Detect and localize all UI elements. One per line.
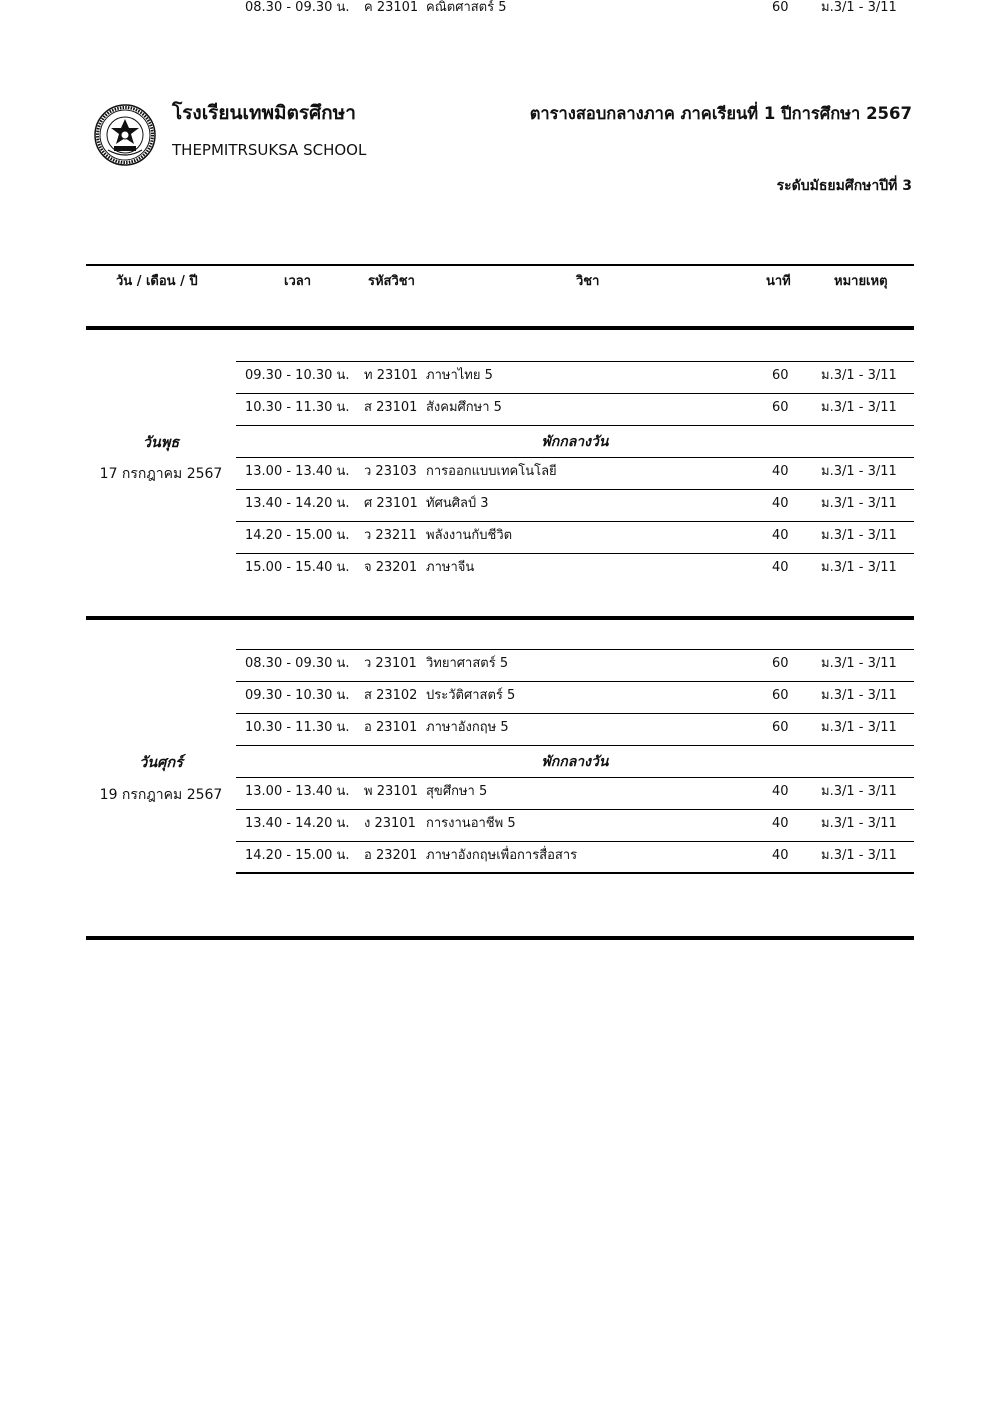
subject-code: ว 23101 [364,656,417,671]
exam-minutes: 40 [772,816,789,831]
school-name-english: THEPMITRSUKSA SCHOOL [172,141,367,159]
row-rule [236,809,914,810]
subject-name: สุขศึกษา 5 [426,784,488,799]
column-header-date: วัน / เดือน / ปี [116,274,198,289]
row-rule [236,489,914,490]
school-name-thai: โรงเรียนเทพมิตรศึกษา [172,102,356,124]
column-header-minutes: นาที [766,274,791,289]
row-rule [236,681,914,682]
day-weekday: วันศุกร์ [139,755,183,771]
exam-remark: ม.3/1 - 3/11 [821,0,897,15]
subject-name: คณิตศาสตร์ 5 [426,0,507,15]
day-weekday: วันพุธ [142,435,180,451]
subject-code: ศ 23101 [364,496,418,511]
row-rule [236,457,914,458]
exam-remark: ม.3/1 - 3/11 [821,656,897,671]
row-rule [236,649,914,650]
subject-name: พลังงานกับชีวิต [426,528,513,543]
subject-name: ประวัติศาสตร์ 5 [426,688,516,703]
subject-code: ส 23102 [364,688,418,703]
subject-code: จ 23201 [364,560,418,575]
exam-remark: ม.3/1 - 3/11 [821,560,897,575]
exam-remark: ม.3/1 - 3/11 [821,496,897,511]
column-header-subject: วิชา [576,274,600,289]
row-rule [236,425,914,426]
table-top-rule [86,264,914,266]
column-header-remark: หมายเหตุ [834,274,888,289]
row-rule [236,841,914,842]
subject-code: พ 23101 [364,784,419,799]
section-divider-2 [86,616,914,620]
table-bottom-rule [86,936,914,940]
exam-time: 09.30 - 10.30 น. [245,368,350,383]
exam-time: 13.00 - 13.40 น. [245,464,350,479]
exam-minutes: 60 [772,656,789,671]
exam-remark: ม.3/1 - 3/11 [821,464,897,479]
exam-time: 13.00 - 13.40 น. [245,784,350,799]
subject-code: ว 23211 [364,528,417,543]
day-date: 19 กรกฎาคม 2567 [99,787,223,803]
subject-name: สังคมศึกษา 5 [426,400,502,415]
exam-minutes: 60 [772,400,789,415]
column-header-code: รหัสวิชา [368,274,415,289]
exam-minutes: 60 [772,720,789,735]
row-rule [236,777,914,778]
exam-minutes: 40 [772,784,789,799]
document-title: ตารางสอบกลางภาค ภาคเรียนที่ 1 ปีการศึกษา 2567 [529,104,912,123]
column-header-time: เวลา [284,274,312,289]
subject-code: ว 23103 [364,464,417,479]
row-rule [236,553,914,554]
row-rule [236,393,914,394]
exam-minutes: 40 [772,560,789,575]
subject-code: อ 23101 [364,720,418,735]
exam-minutes: 60 [772,688,789,703]
exam-minutes: 40 [772,848,789,863]
subject-code: ค 23101 [364,0,419,15]
exam-remark: ม.3/1 - 3/11 [821,368,897,383]
exam-time: 09.30 - 10.30 น. [245,688,350,703]
exam-time: 14.20 - 15.00 น. [245,848,350,863]
exam-time: 13.40 - 14.20 น. [245,496,350,511]
school-seal-logo [94,104,156,166]
exam-time: 08.30 - 09.30 น. [245,656,350,671]
exam-remark: ม.3/1 - 3/11 [821,784,897,799]
exam-minutes: 40 [772,528,789,543]
exam-remark: ม.3/1 - 3/11 [821,528,897,543]
subject-name: ภาษาอังกฤษ 5 [426,720,509,735]
row-rule [236,361,914,362]
row-rule [236,872,914,874]
exam-time: 08.30 - 09.30 น. [245,0,350,15]
exam-remark: ม.3/1 - 3/11 [821,688,897,703]
day-date: 17 กรกฎาคม 2567 [99,466,223,482]
subject-code: อ 23201 [364,848,418,863]
subject-name: การงานอาชีพ 5 [426,816,516,831]
section-divider-1 [86,326,914,330]
row-rule [236,713,914,714]
grade-level: ระดับมัธยมศึกษาปีที่ 3 [776,178,912,194]
exam-remark: ม.3/1 - 3/11 [821,848,897,863]
exam-remark: ม.3/1 - 3/11 [821,400,897,415]
exam-minutes: 40 [772,464,789,479]
subject-code: ท 23101 [364,368,419,383]
exam-time: 15.00 - 15.40 น. [245,560,350,575]
exam-time: 13.40 - 14.20 น. [245,816,350,831]
exam-remark: ม.3/1 - 3/11 [821,720,897,735]
subject-name: ภาษาอังกฤษเพื่อการสื่อสาร [426,848,578,863]
subject-code: ส 23101 [364,400,418,415]
exam-minutes: 40 [772,496,789,511]
row-rule [236,521,914,522]
exam-remark: ม.3/1 - 3/11 [821,816,897,831]
exam-time: 14.20 - 15.00 น. [245,528,350,543]
exam-minutes: 60 [772,0,789,15]
subject-name: ภาษาไทย 5 [426,368,493,383]
exam-time: 10.30 - 11.30 น. [245,400,350,415]
subject-name: ภาษาจีน [426,560,475,575]
subject-name: การออกแบบเทคโนโลยี [426,464,557,479]
lunch-break-label: พักกลางวัน [541,754,609,770]
subject-name: วิทยาศาสตร์ 5 [426,656,509,671]
lunch-break-label: พักกลางวัน [541,434,609,450]
exam-minutes: 60 [772,368,789,383]
row-rule [236,745,914,746]
exam-time: 10.30 - 11.30 น. [245,720,350,735]
subject-name: ทัศนศิลป์ 3 [426,496,489,511]
subject-code: ง 23101 [364,816,416,831]
